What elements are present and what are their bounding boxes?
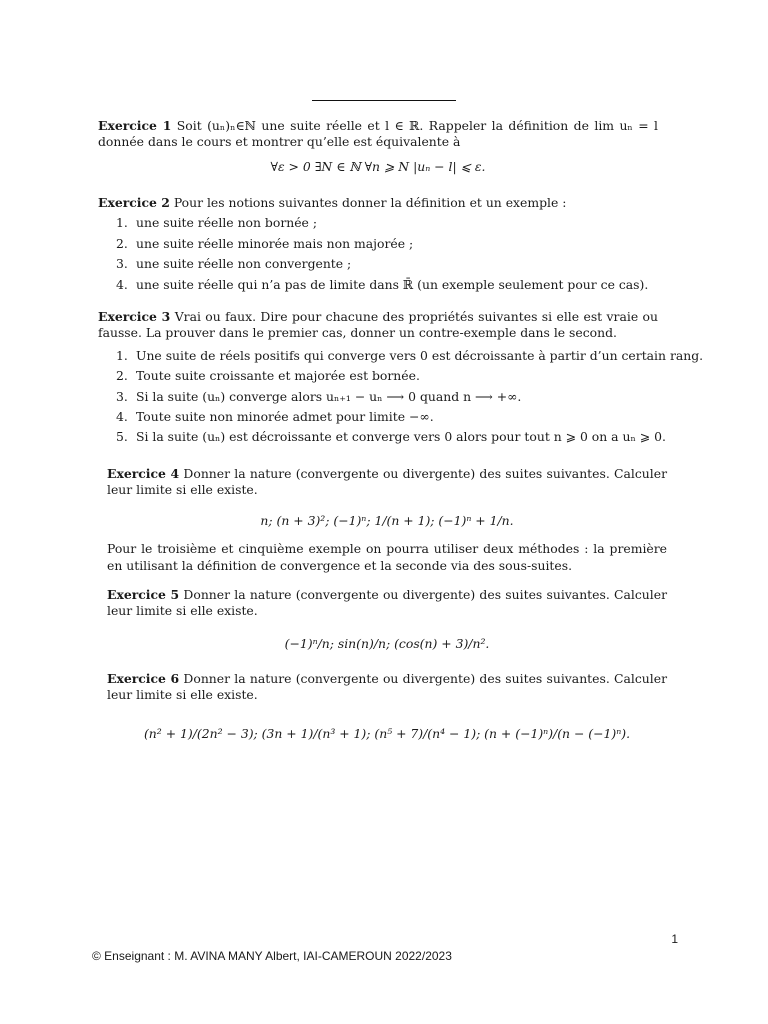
list-item: 3. une suite réelle non convergente ; bbox=[116, 256, 352, 272]
exercise-1-statement bbox=[98, 118, 658, 151]
footer-credit: © Enseignant : M. AVINA MANY Albert, IAI-CAMEROUN 2022/2023 bbox=[92, 949, 452, 963]
page-number: 1 bbox=[671, 932, 678, 946]
exercise-2-text: Pour les notions suivantes donner la définition et un exemple : bbox=[173, 195, 567, 210]
list-item: 1. une suite réelle non bornée ; bbox=[116, 215, 318, 231]
exercise-2-statement bbox=[98, 195, 658, 211]
exercise-4-note: Pour le troisième et cinquième exemple on pourra utiliser deux méthodes : la première en utilisant la définition de convergence et la seconde via des sous-suites. bbox=[107, 541, 667, 573]
exercise-4-text: Donner la nature (convergente ou divergente) des suites suivantes. Calculer leur limite si elle existe. bbox=[107, 466, 667, 498]
exercise-5-text: Donner la nature (convergente ou divergente) des suites suivantes. Calculer leur limite si elle existe. bbox=[107, 587, 667, 619]
exercise-2 bbox=[98, 195, 658, 297]
exercise-1 bbox=[98, 118, 658, 181]
exercise-2-title: Exercice 2 bbox=[98, 195, 170, 210]
exercise-4-statement bbox=[107, 466, 667, 499]
exercise-3-list bbox=[116, 347, 704, 446]
exercise-5-statement bbox=[107, 587, 667, 620]
exercise-3-statement bbox=[98, 309, 658, 342]
exercise-4-formula: n; (n + 3)²; (−1)ⁿ; 1/(n + 1); (−1)ⁿ + 1/n. bbox=[260, 512, 514, 528]
list-item: 2. Toute suite croissante et majorée est bornée. bbox=[116, 368, 420, 384]
exercise-5-title: Exercice 5 bbox=[107, 587, 180, 602]
header-rule bbox=[312, 100, 456, 101]
exercise-6-formula: (n² + 1)/(2n² − 3); (3n + 1)/(n³ + 1); (n⁵ + 7)/(n⁴ − 1); (n + (−1)ⁿ)/(n − (−1)ⁿ). bbox=[143, 725, 631, 741]
exercise-6-text: Donner la nature (convergente ou divergente) des suites suivantes. Calculer leur limite si elle existe. bbox=[107, 671, 667, 703]
exercise-3 bbox=[98, 309, 704, 450]
exercise-6-title: Exercice 6 bbox=[107, 671, 180, 686]
exercise-1-formula: ∀ε > 0 ∃N ∈ ℕ ∀n ⩾ N |uₙ − l| ⩽ ε. bbox=[270, 158, 486, 174]
exercise-1-title: Exercice 1 bbox=[98, 118, 172, 133]
exercise-4 bbox=[107, 466, 667, 574]
exercise-6 bbox=[107, 671, 667, 748]
exercise-5-formula: (−1)ⁿ/n; sin(n)/n; (cos(n) + 3)/n². bbox=[284, 635, 490, 651]
list-item: 3. Si la suite (uₙ) converge alors uₙ₊₁ − uₙ ⟶ 0 quand n ⟶ +∞. bbox=[116, 388, 522, 404]
exercise-2-list bbox=[116, 215, 658, 293]
list-item: 5. Si la suite (uₙ) est décroissante et converge vers 0 alors pour tout n ⩾ 0 on a uₙ ⩾ 0. bbox=[116, 429, 666, 445]
list-item: 1. Une suite de réels positifs qui converge vers 0 est décroissante à partir d’un certain rang. bbox=[116, 347, 704, 363]
exercise-4-title: Exercice 4 bbox=[107, 466, 180, 481]
list-item: 2. une suite réelle minorée mais non majorée ; bbox=[116, 235, 414, 251]
list-item: 4. une suite réelle qui n’a pas de limite dans ℝ̄ (un exemple seulement pour ce cas). bbox=[116, 276, 649, 292]
exercise-1-text: Soit (uₙ)ₙ∈ℕ une suite réelle et l ∈ ℝ. Rappeler la définition de lim uₙ = l donnée dans le cours et montrer qu’elle est équivalente à bbox=[98, 118, 658, 150]
exercise-5 bbox=[107, 587, 667, 658]
list-item: 4. Toute suite non minorée admet pour limite −∞. bbox=[116, 408, 434, 424]
exercise-3-title: Exercice 3 bbox=[98, 309, 171, 324]
exercise-6-statement bbox=[107, 671, 667, 704]
exercise-3-text: Vrai ou faux. Dire pour chacune des propriétés suivantes si elle est vraie ou fausse. La prouver dans le premier cas, donner un contre-exemple dans le second. bbox=[98, 309, 658, 341]
